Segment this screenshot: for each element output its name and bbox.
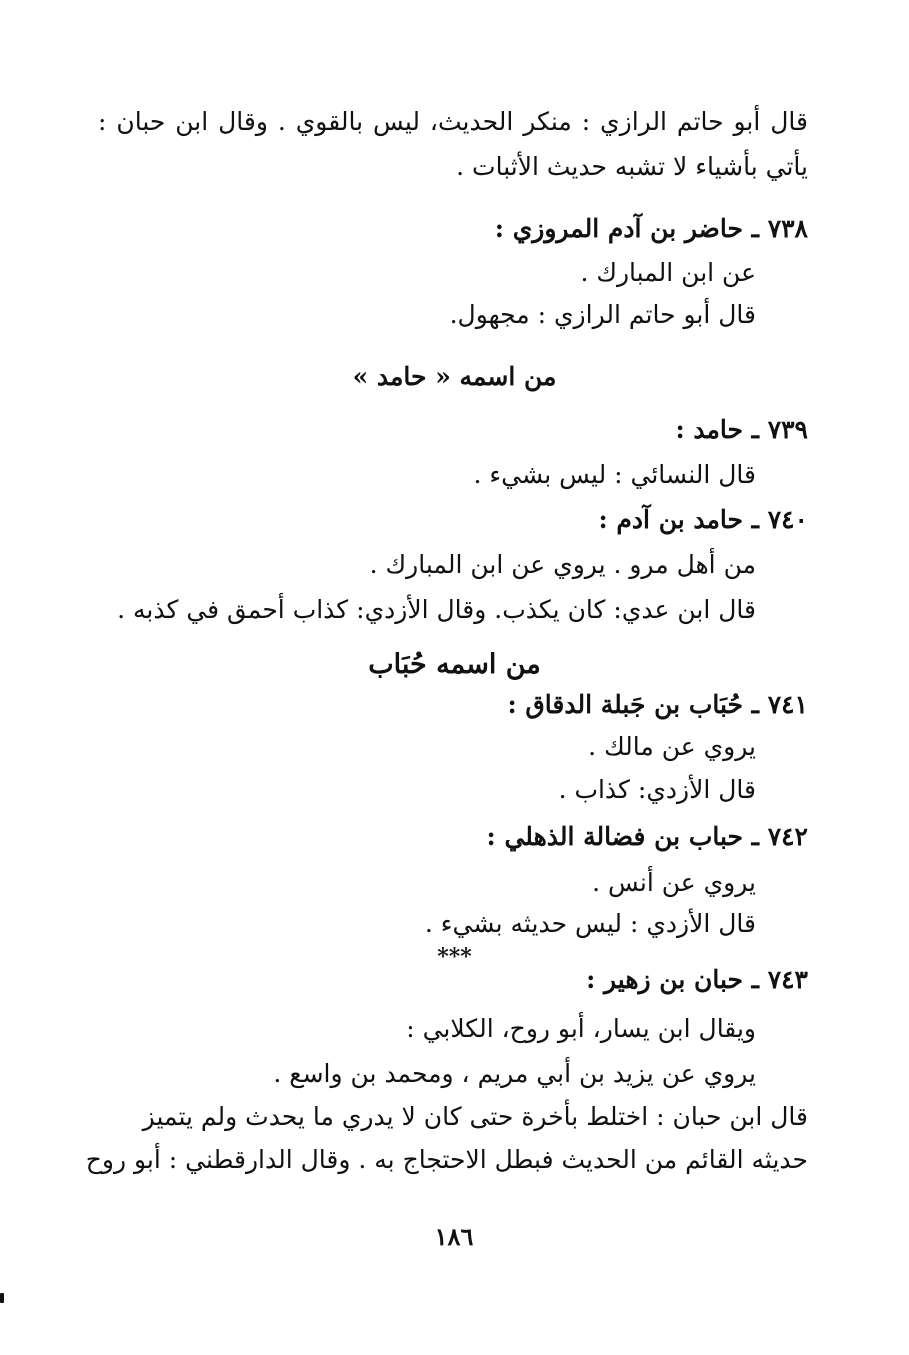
entry-heading-741: ٧٤١ ـ حُبَاب بن جَبلة الدقاق : bbox=[507, 690, 808, 719]
asterisk-separator: *** bbox=[437, 944, 472, 970]
section-heading-hubab: من اسمه حُبَاب bbox=[368, 649, 541, 680]
text-line-1: قال أبو حاتم الرازي : منكر الحديث، ليس بالقوي . وقال ابن حبان : bbox=[98, 107, 808, 136]
text-line-14: يروي عن مالك . bbox=[588, 732, 756, 761]
text-line-11: قال ابن عدي: كان يكذب. وقال الأزدي: كذاب أحمق في كذبه . bbox=[117, 595, 756, 624]
text-line-21: ويقال ابن يسار، أبو روح، الكلابي : bbox=[406, 1014, 756, 1043]
text-line-17: يروي عن أنس . bbox=[592, 868, 756, 897]
entry-heading-740: ٧٤٠ ـ حامد بن آدم : bbox=[598, 505, 808, 534]
text-line-10: من أهل مرو . يروي عن ابن المبارك . bbox=[369, 550, 756, 579]
entry-heading-738: ٧٣٨ ـ حاضر بن آدم المروزي : bbox=[494, 214, 808, 243]
entry-heading-742: ٧٤٢ ـ حباب بن فضالة الذهلي : bbox=[486, 822, 808, 851]
text-line-5: قال أبو حاتم الرازي : مجهول. bbox=[449, 300, 756, 329]
text-line-8: قال النسائي : ليس بشيء . bbox=[473, 460, 756, 489]
text-line-23: قال ابن حبان : اختلط بأخرة حتى كان لا يدري ما يحدث ولم يتميز bbox=[142, 1102, 808, 1131]
scan-speck bbox=[0, 1293, 4, 1303]
text-line-2: يأتي بأشياء لا تشبه حديث الأثبات . bbox=[456, 152, 808, 181]
text-line-15: قال الأزدي: كذاب . bbox=[558, 775, 756, 804]
page-number: ١٨٦ bbox=[434, 1222, 474, 1251]
text-line-24: حديثه القائم من الحديث فبطل الاحتجاج به . وقال الدارقطني : أبو روح bbox=[85, 1145, 808, 1174]
text-line-4: عن ابن المبارك . bbox=[580, 258, 756, 287]
entry-heading-743: ٧٤٣ ـ حبان بن زهير : bbox=[586, 965, 808, 994]
entry-heading-739: ٧٣٩ ـ حامد : bbox=[675, 415, 808, 444]
section-heading-hamid: من اسمه « حامد » bbox=[352, 362, 557, 391]
text-line-22: يروي عن يزيد بن أبي مريم ، ومحمد بن واسع . bbox=[273, 1059, 756, 1088]
text-line-18: قال الأزدي : ليس حديثه بشيء . bbox=[424, 909, 756, 938]
